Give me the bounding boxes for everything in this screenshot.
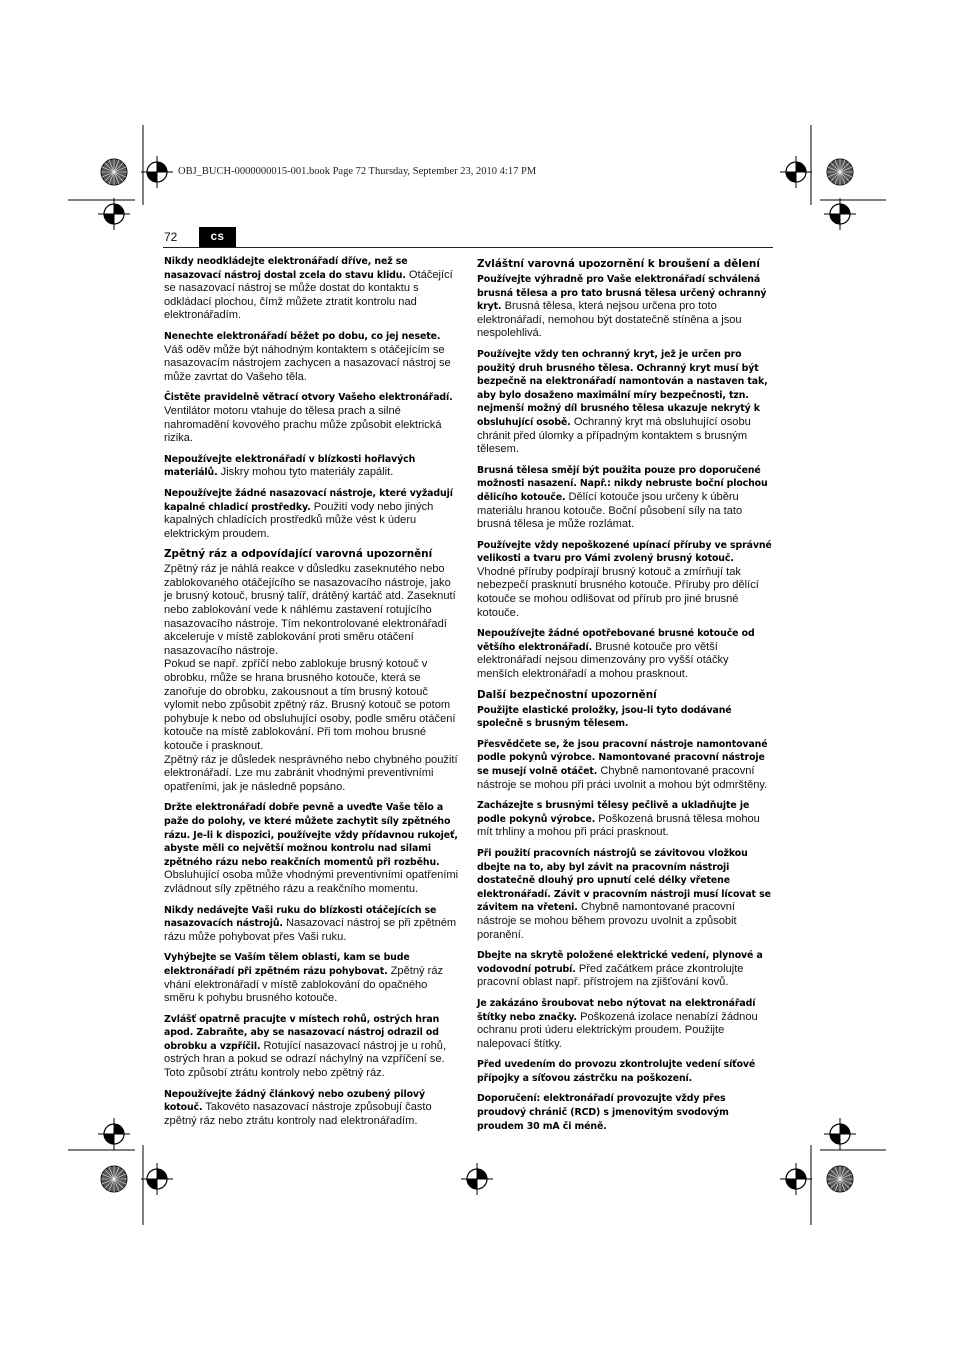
safety-paragraph bbox=[164, 801, 459, 896]
page-number: 72 bbox=[164, 230, 178, 244]
paragraph-text: Otáčející se nasazovací nástroj se může dostat do kontaktu s odkládací plochou, čímž můžete ztratit kontrolu nad elektronářadím. bbox=[164, 268, 453, 322]
warning-lead: Je zakázáno šroubovat nebo nýtovat na elektronářadí štítky nebo značky. bbox=[477, 997, 756, 1023]
section-heading: Zvláštní varovná upozornění k broušení a dělení bbox=[477, 258, 760, 270]
warning-lead: Nepoužívejte žádné opotřebované brusné kotouče od většího elektronářadí. bbox=[477, 628, 755, 653]
paragraph-text: Jiskry mohou tyto materiály zapálit. bbox=[217, 466, 394, 479]
safety-paragraph bbox=[164, 453, 459, 480]
warning-lead: Brusná tělesa smějí být použita pouze pro doporučené možnosti nasazení. Např.: nikdy nebruste boční plochou dělicího kotouče. bbox=[477, 464, 768, 503]
section-heading: Zpětný ráz a odpovídající varovná upozornění bbox=[164, 548, 433, 561]
paragraph-text: Ochranný kryt má obsluhující osobu chránit před úlomky a případným kontaktem s brusným tělesem. bbox=[477, 415, 751, 456]
safety-paragraph bbox=[477, 627, 772, 681]
safety-paragraph bbox=[477, 949, 772, 990]
safety-paragraph bbox=[477, 273, 772, 341]
safety-paragraph bbox=[164, 255, 459, 323]
paragraph-text: Zpětný ráz je náhlá reakce v důsledku zaseknutého nebo zablokovaného otáčejícího se nasazovacího nástroje, jako je brusný kotouč, brusný talíř, drátěný kartáč atd. Zaseknutí nebo zablokování vede k náhlému zastavení rotujícího nasazovacího nástroje. Tím nekontrolované elektronářadí akceleruje v místě zablokování proti směru otáčení nasazovacího nástroje. Pokud se např. zpříčí nebo zablokuje brusný kotouč v obrobku, může se hrana brusného kotouče, která se zanořuje do obrobku, zakousnout a tím brusný kotouč vylomit nebo způsobit zpětný ráz. Brusný kotouč se potom pohybuje k nebo od obsluhující osoby, podle směru otáčení kotouče na místě zablokování. Při tom mohou brusné kotouče i prasknout. Zpětný ráz je důsledek nesprávného nebo chybného použití elektronářadí. Lze mu zabránit vhodnými preventivními opatřeními, jak je následně popsáno. bbox=[164, 563, 458, 793]
warning-lead: Vyhýbejte se Vaším tělem oblasti, kam se bude elektronářadí při zpětném rázu pohybovat. bbox=[164, 952, 410, 977]
warning-lead: Nepoužívejte žádné nasazovací nástroje, které vyžadují kapalné chladicí prostředky. bbox=[164, 487, 453, 513]
safety-paragraph bbox=[164, 904, 459, 945]
safety-paragraph bbox=[164, 330, 459, 384]
paragraph-text: Takovéto nasazovací nástroje způsobují často zpětný ráz nebo ztrátu kontroly nad elektronářadím. bbox=[164, 1101, 432, 1127]
language-badge: cs bbox=[199, 227, 236, 247]
safety-paragraph bbox=[164, 951, 459, 1005]
paragraph-text: Použití vody nebo jiných kapalných chladících prostředků může vést k úderu elektrickým proudem. bbox=[164, 500, 434, 540]
warning-lead: Doporučení: elektronářadí provozujte vždy přes proudový chránič (RCD) s jmenovitým svodovým proudem 30 mA či méně. bbox=[477, 1093, 729, 1132]
warning-lead: Při použití pracovních nástrojů se závitovou vložkou dbejte na to, aby byl závit na pracovním nástroji dostatečně dlouhý pro upnutí celé délky vřetene elektronářadí. Závit v pracovním nástroji musí lícovat se závitem na vřeteni. bbox=[477, 847, 771, 914]
safety-paragraph bbox=[164, 1088, 459, 1129]
warning-lead: Přesvědčete se, že jsou pracovní nástroje namontované podle pokynů výrobce. Namontované pracovní nástroje se musejí volně otáčet. bbox=[477, 738, 768, 777]
safety-paragraph bbox=[477, 539, 772, 621]
paragraph-text: Brusné kotouče pro větší elektronářadí nejsou dimenzovány pro vyšší otáčky menších elektronářadí a mohou prasknout. bbox=[477, 640, 729, 681]
paragraph-text: Chybně namontované pracovní nástroje se mohou při práci uvolnit a mohou být odmrštěny. bbox=[477, 765, 768, 791]
paragraph-text: Brusná tělesa, která nejsou určena pro toto elektronářadí, nemohou být dostatečně stíněna a jsou nespolehlivá. bbox=[477, 300, 742, 340]
warning-lead: Dbejte na skrytě položené elektrické vedení, plynové a vodovodní potrubí. bbox=[477, 950, 763, 975]
right-column bbox=[477, 255, 772, 1140]
safety-paragraph bbox=[477, 1092, 772, 1133]
warning-lead: Používejte vždy nepoškozené upínací příruby ve správné velikosti a tvaru pro Vámi zvolený brusný kotouč. bbox=[477, 539, 772, 565]
safety-paragraph bbox=[164, 391, 459, 445]
warning-lead: Nikdy nedávejte Vaši ruku do blízkosti otáčejících se nasazovacích nástrojů. bbox=[164, 904, 437, 930]
paragraph-text: Poškozená izolace nenabízí žádnou ochranu proti úderu elektrickým proudem. Použijte nalepovací štítky. bbox=[477, 1010, 758, 1050]
safety-paragraph bbox=[477, 799, 772, 840]
paragraph-text: Váš oděv může být náhodným kontaktem s otáčejícím se nasazovacím nástrojem zachycen a nasazovací nástroj se může zavrtat do Vašeho těla. bbox=[164, 343, 451, 383]
warning-lead: Nenechte elektronářadí běžet po dobu, co jej nesete. bbox=[164, 330, 441, 342]
warning-lead: Používejte výhradně pro Vaše elektronářadí schválená brusná tělesa a pro tato brusná tělesa určený ochranný kryt. bbox=[477, 274, 767, 313]
paragraph-text: Obsluhující osoba může vhodnými preventivními opatřeními zvládnout síly zpětného rázu a reakčního momentu. bbox=[164, 869, 459, 895]
paragraph-text: Před začátkem práce zkontrolujte pracovní oblast např. přístrojem na zjišťování kovů. bbox=[477, 962, 744, 989]
safety-paragraph bbox=[477, 348, 772, 457]
paragraph-text: Chybně namontované pracovní nástroje se mohou během provozu uvolnit a způsobit poranění. bbox=[477, 901, 737, 941]
safety-paragraph bbox=[164, 563, 459, 794]
paragraph-text: Rotující nasazovací nástroj je u rohů, ostrých hran a pokud se odrazí náchylný na vzpříčení se. Toto způsobí ztrátu kontroly nebo zpětný ráz. bbox=[164, 1039, 447, 1080]
paragraph-text: Ventilátor motoru vtahuje do tělesa prach a silné nahromadění kovového prachu může způsobit elektrická rizika. bbox=[164, 404, 442, 445]
warning-lead: Zvlášť opatrně pracujte v místech rohů, ostrých hran apod. Zabraňte, aby se nasazovací nástroj odrazil od obrobku a vzpříčil. bbox=[164, 1013, 440, 1052]
warning-lead: Nepoužívejte žádný článkový nebo ozubený pilový kotouč. bbox=[164, 1088, 425, 1114]
warning-lead: Použijte elastické proložky, jsou-li tyto dodávané společně s brusným tělesem. bbox=[477, 704, 732, 730]
paragraph-text: Poškozená brusná tělesa mohou mít trhliny a mohou při práci prasknout. bbox=[477, 812, 760, 839]
warning-lead: Používejte vždy ten ochranný kryt, jež je určen pro použitý druh brusného tělesa. Ochranný kryt musí být bezpečně na elektronářadí namontován a nastaven tak, aby bylo dosaženo maximální míry bezpečnosti, tzn. nejmenší možný díl brusného tělesa ukazuje nekrytý k obsluhující osobě. bbox=[477, 348, 768, 428]
warning-lead: Nikdy neodkládejte elektronářadí dříve, než se nasazovací nástroj dostal zcela do stavu klidu. bbox=[164, 256, 408, 281]
paragraph-text: Zpětný ráz vhání elektronářadí v místě zablokování do opačného směru k pohybu brusného kotouče. bbox=[164, 964, 444, 1005]
warning-lead: Držte elektronářadí dobře pevně a uveďte Vaše tělo a paže do polohy, ve které můžete zachytit síly zpětného rázu. Je-li k dispozici, používejte vždy přídavnou rukojeť, abyste měli co největší možnou kontrolu nad silami zpětného rázu nebo reakčních momentů při rozběhu. bbox=[164, 802, 458, 868]
safety-paragraph bbox=[477, 997, 772, 1051]
safety-paragraph bbox=[477, 738, 772, 792]
paragraph-text: Vhodné příruby podpírají brusný kotouč a zmírňují tak nebezpečí prasknutí brusného kotouče. Příruby pro dělící kotouče se mohou odlišovat od přírub pro jiné brusné kotouče. bbox=[477, 565, 759, 619]
safety-paragraph bbox=[477, 704, 772, 731]
paragraph-text: Nasazovací nástroj se při zpětném rázu může pohybovat přes Vaši ruku. bbox=[164, 917, 457, 943]
left-column bbox=[164, 255, 459, 1135]
safety-paragraph bbox=[477, 847, 772, 942]
safety-paragraph bbox=[477, 464, 772, 532]
warning-lead: Před uvedením do provozu zkontrolujte vedení síťové přípojky a síťovou zástrčku na poškození. bbox=[477, 1059, 756, 1084]
header-rule bbox=[163, 247, 773, 248]
safety-paragraph bbox=[164, 1013, 459, 1081]
warning-lead: Zacházejte s brusnými tělesy pečlivě a ukladňujte je podle pokynů výrobce. bbox=[477, 800, 750, 825]
book-slug-line: OBJ_BUCH-0000000015-001.book Page 72 Thursday, September 23, 2010 4:17 PM bbox=[178, 166, 537, 177]
section-heading: Další bezpečnostní upozornění bbox=[477, 688, 657, 701]
safety-paragraph bbox=[477, 1058, 772, 1085]
paragraph-text: Dělící kotouče jsou určeny k úběru materiálu hranou kotouče. Boční působení síly na tato brusná tělesa je může rozlámat. bbox=[477, 490, 743, 531]
warning-lead: Čistěte pravidelně větrací otvory Vašeho elektronářadí. bbox=[164, 392, 453, 404]
warning-lead: Nepoužívejte elektronářadí v blízkosti hořlavých materiálů. bbox=[164, 453, 416, 479]
safety-paragraph bbox=[164, 487, 459, 541]
